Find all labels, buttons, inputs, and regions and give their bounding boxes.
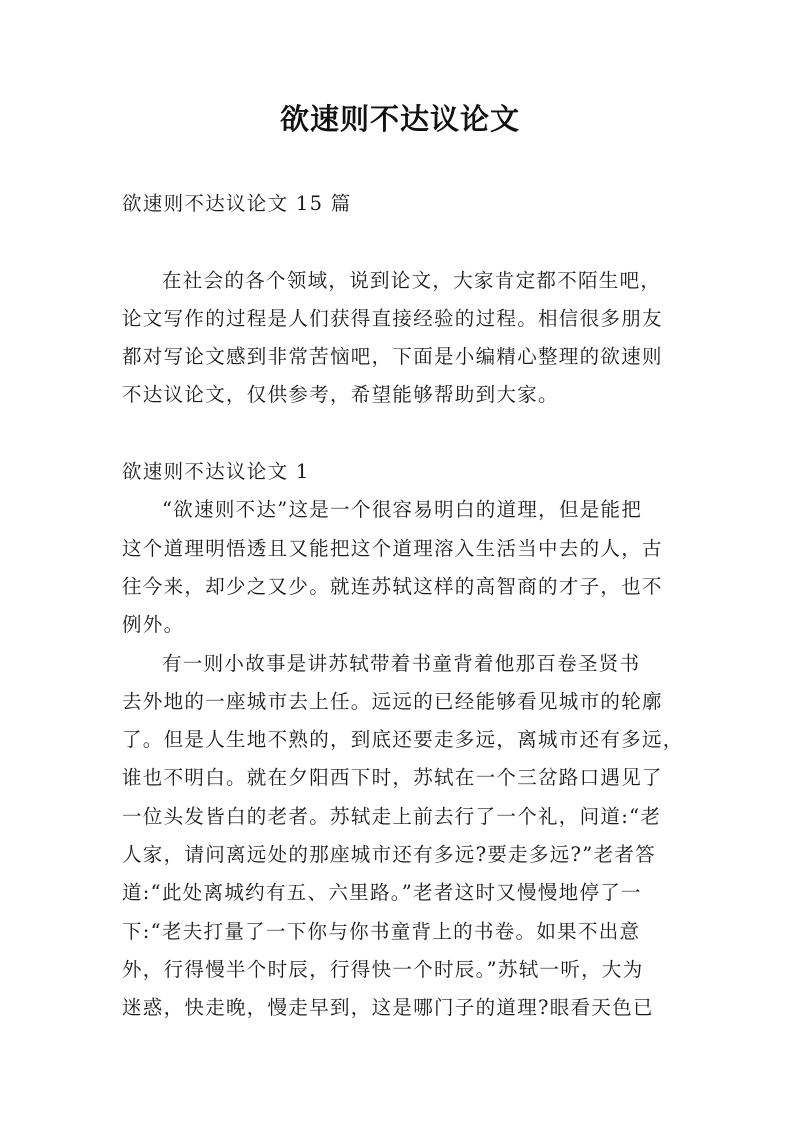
paragraph-line: 有一则小故事是讲苏轼带着书童背着他那百卷圣贤书 — [162, 651, 641, 675]
section1-paragraph-1 — [122, 491, 688, 644]
blank-line — [122, 223, 688, 261]
paragraph-line: 下:“老夫打量了一下你与你书童背上的书卷。如果不出意 — [122, 919, 641, 943]
paragraph-line: 论文写作的过程是人们获得直接经验的过程。相信很多朋友 — [122, 306, 663, 330]
paragraph-line: 道:“此处离城约有五、六里路。”老者这时又慢慢地停了一 — [122, 881, 642, 905]
paragraph-line: 都对写论文感到非常苦恼吧，下面是小编精心整理的欲速则 — [122, 345, 663, 369]
intro-paragraph — [122, 262, 688, 415]
paragraph-line: 不达议论文，仅供参考，希望能够帮助到大家。 — [122, 383, 559, 407]
section-heading: 欲速则不达议论文 1 — [122, 460, 310, 484]
paragraph-line: 这个道理明悟透且又能把这个道理溶入生活当中去的人，古 — [122, 536, 663, 560]
section1-paragraph-2 — [122, 645, 688, 1028]
paragraph-line: “欲速则不达”这是一个很容易明白的道理，但是能把 — [162, 498, 643, 522]
paragraph-line: 了。但是人生地不熟的，到底还要走多远，离城市还有多远， — [122, 728, 684, 752]
paragraph-line: 在社会的各个领域，说到论文，大家肯定都不陌生吧， — [162, 268, 662, 292]
blank-line — [122, 415, 688, 453]
paragraph-line: 例外。 — [122, 613, 185, 637]
document-title: 欲速则不达议论文 — [279, 102, 520, 136]
paragraph-line: 谁也不明白。就在夕阳西下时，苏轼在一个三岔路口遇见了 — [122, 766, 663, 790]
paragraph-line: 迷惑，快走晚，慢走早到，这是哪门子的道理?眼看天色已 — [122, 996, 654, 1020]
paragraph-line: 外，行得慢半个时辰，行得快一个时辰。”苏轼一听，大为 — [122, 957, 644, 981]
paragraph-line: 去外地的一座城市去上任。远远的已经能够看见城市的轮廓 — [122, 689, 663, 713]
paragraph-line: 人家，请问离远处的那座城市还有多远?要走多远?”老者答 — [122, 843, 656, 867]
document-body — [122, 185, 688, 1028]
document-subtitle: 欲速则不达议论文 15 篇 — [122, 192, 352, 215]
paragraph-line: 往今来，却少之又少。就连苏轼这样的高智商的才子，也不 — [122, 574, 663, 598]
paragraph-line: 一位头发皆白的老者。苏轼走上前去行了一个礼，问道:“老 — [122, 804, 662, 828]
